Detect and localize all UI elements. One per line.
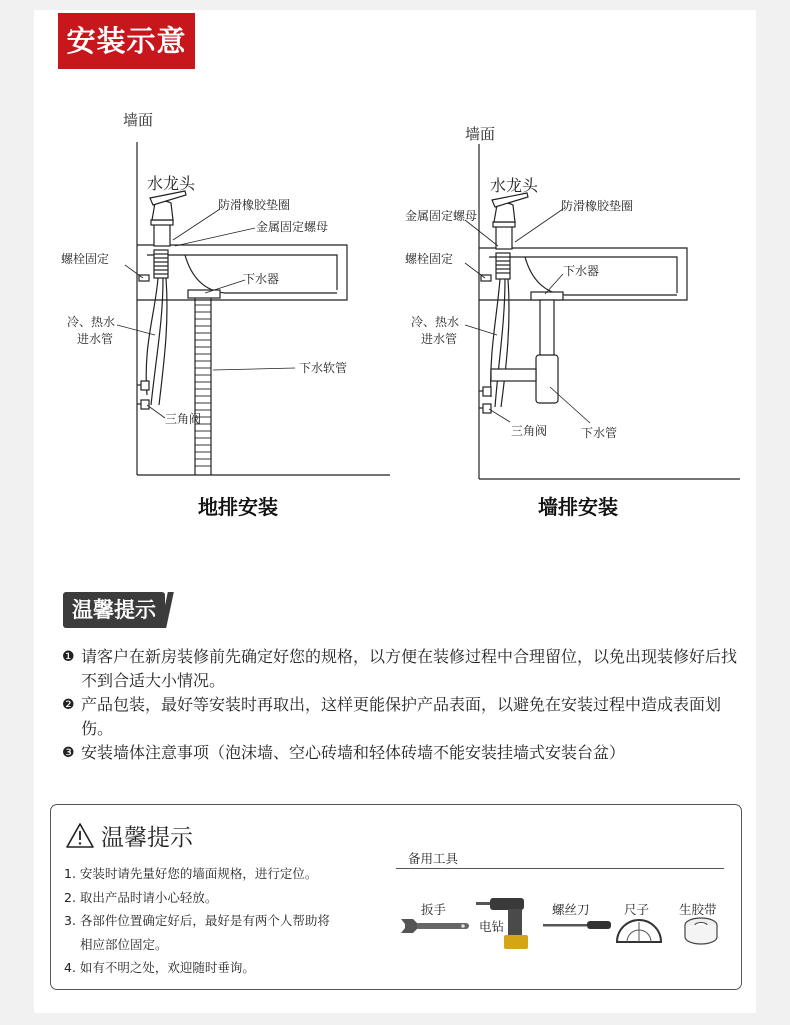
wall-drain-caption: 墙排安装 xyxy=(538,495,618,519)
tool-label-drill: 电钻 xyxy=(479,919,505,934)
screwdriver-icon xyxy=(543,918,613,932)
tools-heading: 备用工具 xyxy=(408,851,459,866)
bolt-label: 螺栓固定 xyxy=(61,252,110,266)
faucet-label: 水龙头 xyxy=(147,174,196,193)
protractor-icon xyxy=(615,914,663,944)
tools-divider xyxy=(396,868,724,869)
gasket-label: 防滑橡胶垫圈 xyxy=(218,198,291,212)
notice-title: 温馨提示 xyxy=(101,825,193,851)
tool-label-wrench: 扳手 xyxy=(421,902,447,917)
tip-number: ❶ xyxy=(62,649,75,665)
valve-label: 三角阀 xyxy=(511,424,548,438)
notice-box xyxy=(50,804,742,990)
notice-item: 3. 各部件位置确定好后，最好是有两个人帮助将 xyxy=(64,913,330,928)
section-banner: 安装示意 xyxy=(58,13,195,69)
notice-item: 1. 安装时请先量好您的墙面规格，进行定位。 xyxy=(64,866,318,881)
tip-number: ❷ xyxy=(62,697,75,713)
tool-label-tape: 生胶带 xyxy=(679,902,717,917)
floor-drain-diagram xyxy=(55,105,395,485)
notice-heading xyxy=(65,819,193,852)
inlet-label-2: 进水管 xyxy=(77,332,114,346)
faucet-label: 水龙头 xyxy=(490,176,539,195)
inlet-label-2: 进水管 xyxy=(421,332,458,346)
gasket-label: 防滑橡胶垫圈 xyxy=(561,199,634,213)
notice-item: 2. 取出产品时请小心轻放。 xyxy=(64,889,218,905)
tip-text: 请客户在新房装修前先确定好您的规格，以方便在装修过程中合理留位，以免出现装修好后找不到合适大小情况。 xyxy=(81,647,738,690)
nut-label: 金属固定螺母 xyxy=(256,220,329,234)
hose-label: 下水软管 xyxy=(299,361,348,375)
drain-label: 下水器 xyxy=(243,272,280,286)
wall-label: 墙面 xyxy=(123,111,154,129)
notice-item: 4. 如有不明之处，欢迎随时垂询。 xyxy=(64,960,255,975)
nut-label: 金属固定螺母 xyxy=(405,209,478,223)
drain-label: 下水器 xyxy=(563,264,600,278)
wrench-icon xyxy=(399,915,471,937)
notice-item: 相应部位固定。 xyxy=(80,936,168,952)
wall-drain-diagram xyxy=(395,117,745,487)
drill-icon xyxy=(476,895,544,953)
tip-item xyxy=(62,741,742,766)
bolt-label: 螺栓固定 xyxy=(405,252,454,266)
tips-list xyxy=(62,645,742,767)
inlet-label-1: 冷、热水 xyxy=(67,315,116,329)
tip-item xyxy=(62,693,742,740)
pipe-label: 下水管 xyxy=(581,426,618,440)
warning-icon xyxy=(65,822,95,849)
floor-drain-caption: 地排安装 xyxy=(198,495,278,519)
tool-label-ruler: 尺子 xyxy=(624,902,650,917)
wall-label: 墙面 xyxy=(465,125,496,143)
tip-text: 安装墙体注意事项（泡沫墙、空心砖墙和轻体砖墙不能安装挂墙式安装台盆） xyxy=(81,743,626,762)
tape-roll-icon xyxy=(681,915,721,949)
notice-list xyxy=(64,862,394,980)
inlet-label-1: 冷、热水 xyxy=(411,315,460,329)
tool-label-screwdriver: 螺丝刀 xyxy=(552,902,590,917)
tip-text: 产品包装，最好等安装时再取出，这样更能保护产品表面，以避免在安装过程中造成表面划伤。 xyxy=(81,695,722,738)
tip-number: ❸ xyxy=(62,745,75,761)
tips-heading: 温馨提示 xyxy=(63,592,165,628)
tip-item xyxy=(62,645,742,692)
valve-label: 三角阀 xyxy=(165,412,202,426)
